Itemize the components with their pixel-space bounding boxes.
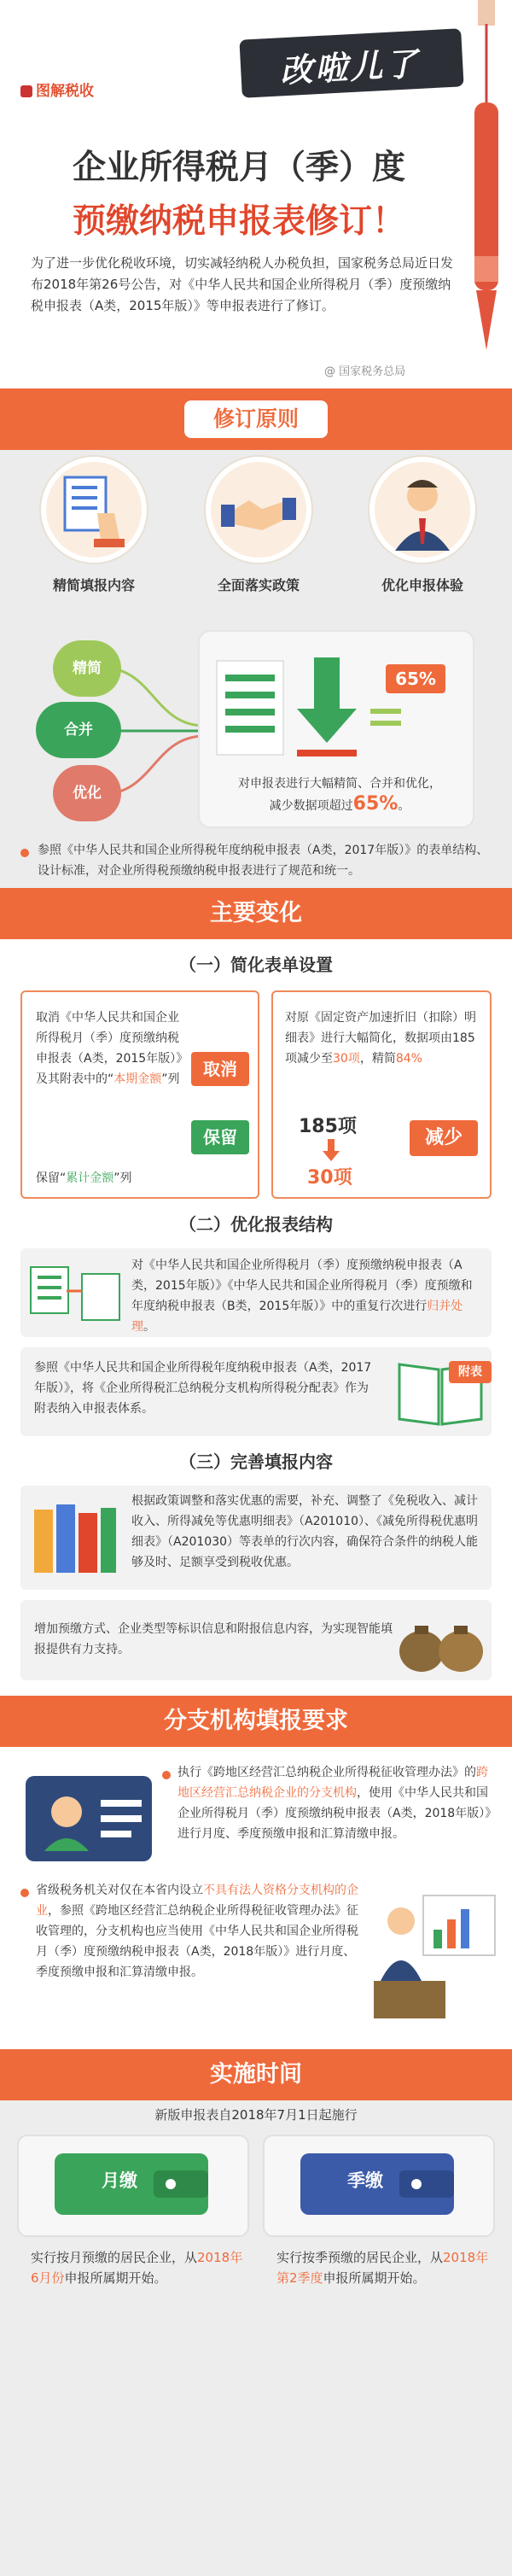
brush-title: 改啦儿了 [279,44,422,91]
quarterly-post: 申报所属期开始。 [323,2270,426,2286]
principle-label-2: 全面落实政策 [217,577,300,593]
section-title: 主要变化 [210,900,302,926]
reduce-text-part1: 对原《固定资产加速折旧（扣除）明细表》进行大幅简化，数据项由185项减少至 [285,1011,476,1066]
source-note: @ 国家税务总局 [324,365,406,378]
branch-bullet-1-icon [162,1771,171,1779]
summary-line2 [212,794,468,816]
title-line2: 预缴纳税申报表修订！ [72,202,405,241]
logo-mark-icon [20,85,32,97]
reduction-card [198,630,474,828]
principle-label-1: 精简填报内容 [52,577,135,593]
section-title: 修订原则 [212,406,299,431]
merge-highlight: 归并处理 [131,1300,463,1334]
bubble-optimize: 优化 [53,765,121,821]
section-changes-header [0,888,512,939]
branch2-highlight: 不具有法人资格分支机构的企业 [36,1884,358,1918]
quarterly-text [276,2247,490,2288]
branch1-highlight: 跨地区经营汇总纳税企业的分支机构 [177,1766,488,1800]
monthly-pre: 实行按月预缴的居民企业，从 [31,2250,198,2265]
annex-text: 参照《中华人民共和国企业所得税年度纳税申报表（A类，2017年版）》，将《企业所得税汇总纳税分支机构所得税分配表》作为附表纳入申报表体系。 [34,1361,372,1416]
subheading-simplify: （一）简化表单设置 [179,955,333,975]
fill-text-2: 增加预缴方式、企业类型等标识信息和附报信息内容，为实现智能填报提供有力支持。 [34,1622,393,1656]
reduce-tag: 减少 [410,1120,478,1156]
handshake-icon [211,462,306,558]
reduce-highlight2: 84% [395,1052,422,1066]
monthly-tag: 月缴 [102,2170,137,2191]
monthly-post: 申报所属期开始。 [64,2270,167,2286]
quarterly-pre: 实行按季预缴的居民企业，从 [276,2250,444,2265]
merge-post: 。 [143,1320,155,1334]
merge-text [131,1255,483,1337]
annex-tag: 附表 [449,1361,492,1383]
reduction-summary [212,774,468,816]
start-line: 新版申报表自2018年7月1日起施行 [154,2107,358,2123]
branch-bullet-2-icon [20,1889,29,1897]
quarterly-highlight: 2018年第2季度 [276,2250,489,2286]
section-time-header [0,2049,512,2100]
keep-pre: 保留“ [36,1171,67,1185]
branch1-post: ，使用《中华人民共和国企业所得税月（季）度预缴纳税申报表（A类，2018年版）》进行月度、季度预缴申报和汇算清缴申报。 [177,1786,492,1841]
cancel-tag: 取消 [191,1052,249,1086]
keep-post: ”列 [113,1171,132,1185]
fill-box-1 [20,1486,492,1590]
keep-highlight: 累计金额 [66,1171,114,1185]
id-card-icon [20,1766,157,1868]
section-title: 实施时间 [210,2061,302,2088]
card-reduce [271,990,492,1199]
count-to: 30项 [307,1167,352,1189]
branch1-pre: 执行《跨地区经营汇总纳税企业所得税征收管理办法》的 [177,1766,476,1779]
branch2-post: ，参照《跨地区经营汇总纳税企业所得税征收管理办法》征收管理的，分支机构也应当使用《中华人民共和国企业所得税月（季）度预缴纳税申报表（A类，2018年版）》进行月度、季度预缴申报和汇算清缴申报。 [36,1904,358,1979]
monthly-text [31,2247,244,2288]
reduce-text-part2: ，精简 [359,1052,396,1066]
annex-box [20,1347,492,1436]
money-bags-icon [396,1607,485,1675]
form-hand-icon [46,462,142,558]
cancel-text-part1: 取消《中华人民共和国企业所得税月（季）度预缴纳税申报表（A类，2015年版）》及其附表中的“ [36,1011,183,1086]
principles-note: 参照《中华人民共和国企业所得税年度纳税申报表（A类，2017年版）》的表单结构、设计标准，对企业所得税预缴纳税申报表进行了规范和统一。 [38,844,489,878]
logo [20,79,94,100]
count-from: 185项 [299,1116,357,1137]
section-branch-header [0,1696,512,1747]
quarterly-tag: 季缴 [347,2170,383,2191]
summary-line1: 对申报表进行大幅精简、合并和优化， [238,777,441,791]
section-title: 分支机构填报要求 [164,1708,348,1734]
fill-text-1: 根据政策调整和落实优惠的需要，补充、调整了《免税收入、减计收入、所得减免等优惠明细表》（A201010）、《减免所得税优惠明细表》（A201030）等表单的行次内容，确保符合条件的纳税人能够及时、足额享受到税收优惠。 [131,1494,479,1569]
principle-circle-2 [206,457,311,563]
reduce-text [285,1008,481,1069]
card-cancel-keep [20,990,259,1199]
merge-docs-icon [29,1262,123,1323]
reduce-highlight1: 30项 [333,1052,360,1066]
note-bullet-icon [20,849,29,857]
summary-pct: 65% [352,793,399,815]
title-line1: 企业所得税月（季）度 [72,149,405,187]
keep-tag: 保留 [191,1120,249,1154]
summary-post: 。 [398,799,410,813]
branch2-pre: 省级税务机关对仅在本省内设立 [36,1884,203,1897]
keep-text [36,1168,207,1189]
official-icon [375,462,470,558]
branch-text-1 [177,1762,495,1844]
principle-label-3: 优化申报体验 [381,577,463,593]
summary-pre: 减少数据项超过 [269,799,353,813]
subheading-structure: （二）优化报表结构 [179,1214,333,1235]
logo-text: 图解税收 [36,83,94,100]
cancel-highlight: 本期金额 [113,1072,162,1086]
principle-circle-1 [41,457,147,563]
percent-badge: 65% [386,664,445,693]
subheading-content: （三）完善填报内容 [179,1452,333,1472]
intro-text: 为了进一步优化税收环境，切实减轻纳税人办税负担，国家税务总局近日发布2018年第26号公告，对《中华人民共和国企业所得税月（季）度预缴纳税申报表（A类，2015年版）》等申报表进行了修订。 [31,255,454,313]
cancel-text-part2: ”列 [161,1072,180,1086]
cancel-text [36,1008,186,1089]
bubble-simplify: 精简 [53,640,121,697]
binders-icon [32,1501,118,1574]
monthly-highlight: 2018年6月份 [31,2250,243,2286]
principle-circle-3 [369,457,475,563]
bubble-merge: 合并 [36,702,121,758]
arrow-down-icon [323,1139,340,1161]
merge-pre: 对《中华人民共和国企业所得税月（季）度预缴纳税申报表（A类，2015年版）》《中华人民共和国企业所得税月（季）度预缴和年度纳税申报表（B类，2015年版）》中的重复行次进行 [131,1259,473,1313]
branch-text-2 [36,1880,360,1983]
section-principles-header [0,388,512,450]
merge-box [20,1248,492,1337]
presenter-icon [372,1887,500,2024]
fill-box-2 [20,1600,492,1680]
header [0,0,512,388]
